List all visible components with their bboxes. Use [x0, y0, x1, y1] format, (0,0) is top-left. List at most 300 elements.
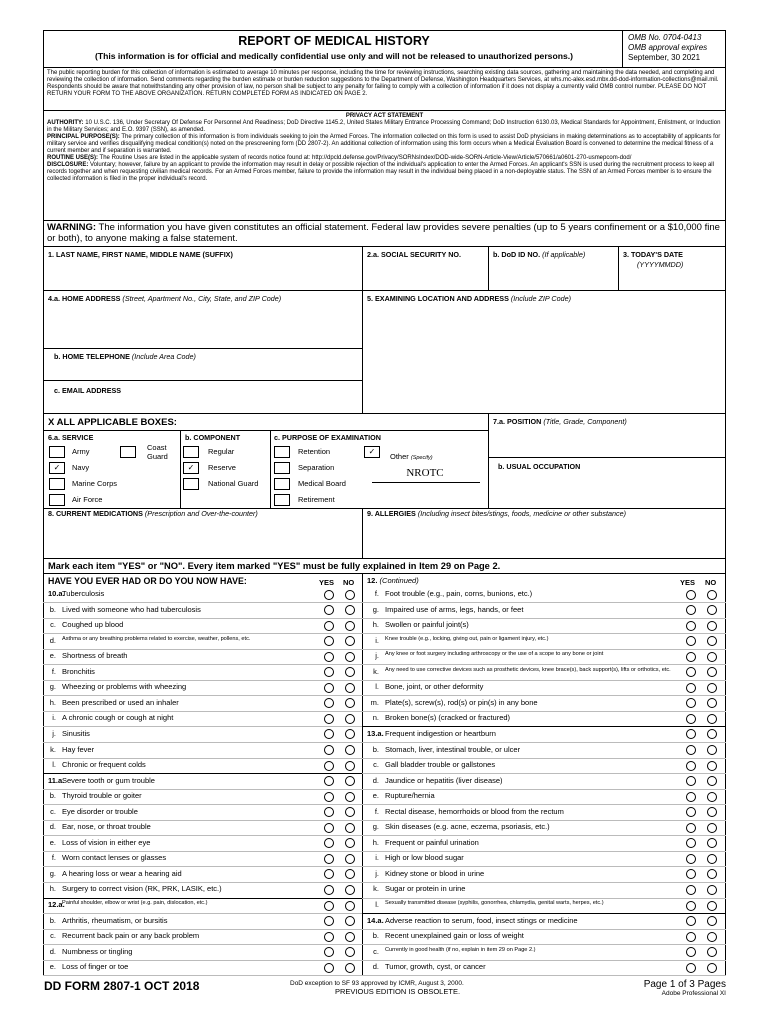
left-question-text: Loss of vision in either eye — [62, 837, 151, 847]
left-no-radio[interactable] — [345, 792, 355, 802]
right-row-divider — [362, 742, 726, 743]
right-no-radio[interactable] — [707, 652, 717, 662]
service-navy-checkbox[interactable]: ✓ — [49, 462, 65, 474]
right-question-row — [367, 791, 682, 801]
left-question-row — [48, 698, 320, 708]
right-no-radio[interactable] — [707, 885, 717, 895]
left-no-radio[interactable] — [345, 714, 355, 724]
left-yes-radio[interactable] — [324, 916, 334, 926]
right-question-text: Impaired use of arms, legs, hands, or feet — [385, 604, 524, 614]
field-6c-label: c. PURPOSE OF EXAMINATION — [274, 433, 381, 442]
right-question-text: Skin diseases (e.g. acne, eczema, psoriasis, etc.) — [385, 822, 550, 832]
left-question-row — [48, 838, 320, 848]
left-question-row — [48, 745, 320, 755]
left-no-radio[interactable] — [345, 652, 355, 662]
left-question-number: f. — [51, 853, 56, 863]
left-question-row — [48, 822, 320, 832]
left-row-divider — [43, 960, 363, 961]
left-question-row — [48, 962, 320, 972]
left-no-radio[interactable] — [345, 963, 355, 973]
left-question-row — [48, 884, 320, 894]
field-1-label: 1. LAST NAME, FIRST NAME, MIDDLE NAME (SUFFIX) — [48, 250, 233, 259]
form-subtitle: (This information is for official and medically confidential use only and will not be released to unauthorized persons.) — [95, 51, 573, 61]
component-regular-label: Regular — [208, 447, 235, 456]
right-yes-radio[interactable] — [686, 932, 696, 942]
left-row-divider — [43, 742, 363, 743]
service-marines-checkbox[interactable] — [49, 478, 65, 490]
field-7a-label: 7.a. POSITION (Title, Grade, Component) — [493, 417, 627, 426]
left-question-row — [48, 916, 320, 926]
privacy-statement: AUTHORITY: 10 U.S.C. 136, Under Secretary Of Defense For Personnel And Readiness; DoD Directive 1145.2, United States Military Entrance Processing Command; DoD Instruction 6130.03, Medical Standards for Appointment, Enlistment, or Induction in the Military Services; and E.O. 9397 (SSN), as amended. PRINCIPAL PURPOSE(S): The primary collection of this information is from individuals seeking to join the Armed Forces. The information collected on this form is used to assist DoD physicians in making determinations as to acceptability of applicants for military service and verifies disqualifying medical condition(s) noted on the prescreening form (DD 2807-2). An additional collection of information using this form occurs when a Medical Evaluation Board is convened to determine the medical fitness of a current member and if separation is warranted. ROUTINE USE(S): The Routine Uses are listed in the applicable system of records notice found at: http://dpcld.defense.gov/Privacy/SORNsIndex/DOD-wide-SORN-Article-View/Article/570661/a0601-270-usmepcom-dod/ DISCLOSURE: Voluntary; however, failure by an applicant to provide the information may result in delay or possible rejection of the individual's application to enter the Armed Forces. An applicant's SSN is used during the recruitment process to keep all records together and when requesting civilian medical records. For an Armed Forces member, failure to provide the information may result in the individual being placed in a non-deployable status. The SSN of an Armed Forces member is to ensure the collected information is filed in the proper individual's record. — [47, 120, 721, 182]
left-question-number: b. — [49, 604, 56, 614]
right-question-text: Stomach, liver, intestinal trouble, or ulcer — [385, 744, 521, 754]
left-row-divider — [43, 835, 363, 836]
right-no-radio[interactable] — [707, 916, 717, 926]
footer-adobe: Adobe Professional XI — [661, 990, 726, 997]
right-question-row — [367, 947, 682, 957]
left-question-text: Wheezing or problems with wheezing — [62, 682, 187, 692]
service-airforce-checkbox[interactable] — [49, 494, 65, 506]
left-row-divider — [43, 882, 363, 883]
left-question-number: d. — [49, 822, 56, 832]
right-question-number: j. — [375, 868, 379, 878]
right-question-row — [367, 884, 682, 894]
omb-date: September, 30 2021 — [628, 53, 701, 62]
right-row-divider — [362, 929, 726, 930]
left-no-radio[interactable] — [345, 932, 355, 942]
right-question-number: d. — [372, 775, 379, 785]
omb-approval: OMB approval expires — [628, 43, 708, 52]
right-question-number: g. — [372, 822, 379, 832]
mark-instructions: Mark each item "YES" or "NO". Every item marked "YES" must be fully explained in Item 29 on Page 2. — [48, 561, 501, 571]
right-question-text: Foot trouble (e.g., pain, corns, bunions, etc.) — [385, 589, 533, 598]
left-row-divider — [43, 820, 363, 821]
left-question-row — [48, 667, 320, 677]
right-no-radio[interactable] — [707, 683, 717, 693]
other-specify-value[interactable]: NROTC — [406, 467, 444, 479]
left-question-text: Coughed up blood — [62, 620, 124, 630]
purpose-medical-board-checkbox[interactable] — [274, 478, 290, 490]
left-yes-radio[interactable] — [324, 963, 334, 973]
left-question-number: h. — [49, 697, 56, 707]
service-airforce-label: Air Force — [72, 495, 103, 504]
left-question-text: Surgery to correct vision (RK, PRK, LASIK, etc.) — [62, 884, 222, 894]
left-question-row — [48, 636, 320, 646]
left-yes-radio[interactable] — [324, 683, 334, 693]
right-question-row — [367, 822, 682, 832]
left-yes-radio[interactable] — [324, 792, 334, 802]
field-8-label: 8. CURRENT MEDICATIONS (Prescription and Over-the-counter) — [48, 509, 258, 518]
right-question-text: Rectal disease, hemorrhoids or blood from the rectum — [385, 806, 564, 816]
right-question-row — [367, 620, 682, 630]
right-row-divider — [362, 680, 726, 681]
left-row-divider — [43, 758, 363, 759]
right-row-divider — [362, 960, 726, 961]
right-no-header: NO — [705, 578, 717, 587]
left-question-row — [48, 869, 320, 879]
left-yes-radio[interactable] — [324, 714, 334, 724]
left-no-radio[interactable] — [345, 683, 355, 693]
right-question-row — [367, 760, 682, 770]
right-row-divider — [362, 882, 726, 883]
right-question-number: g. — [372, 604, 379, 614]
right-yes-radio[interactable] — [686, 823, 696, 833]
right-no-radio[interactable] — [707, 605, 717, 615]
left-yes-radio[interactable] — [324, 605, 334, 615]
privacy-title: PRIVACY ACT STATEMENT — [345, 113, 424, 119]
right-question-row — [367, 962, 682, 972]
left-yes-radio[interactable] — [324, 590, 334, 600]
left-yes-radio[interactable] — [324, 621, 334, 631]
burden-statement: The public reporting burden for this collection of information is estimated to average 10 minutes per response, including the time for reviewing instructions, searching existing data sources, gathering and maintaining the data needed, and completing and reviewing the collection of information. Send comments regarding the burden estimate or burden reduction suggestions to the Department of Defense, Washington Headquarters Services, at whs.mc-alex.esd.mbx.dd-dod-information-collections@mail.mil. Respondents should be aware that notwithstanding any other provision of law, no person shall be subject to any penalty for failing to comply with a collection of information if it does not display a currently valid OMB control number. PLEASE DO NOT RETURN YOUR FORM TO THE ABOVE ORGANIZATION. RETURN COMPLETED FORM AS INDICATED ON PAGE 2. — [47, 70, 719, 97]
left-question-text: Bronchitis — [62, 666, 95, 676]
left-row-divider — [43, 602, 363, 603]
left-question-text: Been prescribed or used an inhaler — [62, 697, 179, 707]
right-no-radio[interactable] — [707, 963, 717, 973]
right-question-row — [367, 667, 682, 677]
left-question-number: g. — [49, 868, 56, 878]
left-yes-radio[interactable] — [324, 854, 334, 864]
right-row-divider — [362, 758, 726, 759]
right-question-text: Currently in good health (if no, explain in item 29 on Page 2.) — [385, 946, 536, 953]
right-question-text: Gall bladder trouble or gallstones — [385, 760, 496, 770]
left-question-row — [48, 760, 320, 770]
right-row-divider — [362, 602, 726, 603]
omb-number: OMB No. 0704-0413 — [628, 33, 702, 42]
left-yes-radio[interactable] — [324, 885, 334, 895]
right-question-text: Plate(s), screw(s), rod(s) or pin(s) in any bone — [385, 697, 538, 707]
left-yes-radio[interactable] — [324, 932, 334, 942]
left-head: HAVE YOU EVER HAD OR DO YOU NOW HAVE: — [48, 576, 247, 586]
right-row-divider — [362, 898, 726, 899]
right-row-divider — [362, 944, 726, 945]
left-question-number: f. — [51, 666, 56, 676]
left-yes-radio[interactable] — [324, 652, 334, 662]
left-question-number: k. — [50, 744, 56, 754]
right-no-radio[interactable] — [707, 823, 717, 833]
left-row-divider — [43, 664, 363, 665]
left-question-text: Eye disorder or trouble — [62, 806, 138, 816]
left-question-number: d. — [49, 946, 56, 956]
left-row-divider — [43, 680, 363, 681]
right-row-divider — [362, 866, 726, 867]
right-question-number: i. — [375, 853, 379, 863]
right-no-radio[interactable] — [707, 901, 717, 911]
left-row-divider — [43, 789, 363, 790]
left-question-number: c. — [50, 620, 56, 630]
right-question-text: Frequent indigestion or heartburn — [385, 728, 496, 738]
service-army-label: Army — [72, 447, 90, 456]
left-question-number: c. — [50, 806, 56, 816]
purpose-separation-label: Separation — [298, 463, 335, 472]
left-row-divider — [43, 618, 363, 619]
component-national-guard-label: National Guard — [208, 479, 259, 488]
left-row-divider — [43, 913, 363, 914]
right-no-radio[interactable] — [707, 745, 717, 755]
right-question-text: Sexually transmitted disease (syphilis, gonorrhea, chlamydia, genital warts, herpes, etc.) — [385, 900, 604, 906]
right-question-text: Tumor, growth, cyst, or cancer — [385, 962, 486, 972]
right-question-text: Swollen or painful joint(s) — [385, 620, 469, 630]
right-question-number: b. — [372, 744, 379, 754]
left-row-divider — [43, 944, 363, 945]
name-input[interactable] — [48, 262, 358, 286]
component-regular-checkbox[interactable] — [183, 446, 199, 458]
right-question-row — [367, 713, 682, 723]
field-4c-label: c. EMAIL ADDRESS — [54, 386, 122, 395]
left-question-number: b. — [49, 791, 56, 801]
left-no-radio[interactable] — [345, 745, 355, 755]
purpose-retirement-checkbox[interactable] — [274, 494, 290, 506]
right-row-divider — [362, 618, 726, 619]
right-yes-radio[interactable] — [686, 652, 696, 662]
right-row-divider — [362, 664, 726, 665]
right-question-number: e. — [372, 791, 379, 801]
right-question-number: 14.a. — [367, 915, 384, 925]
left-question-row — [48, 713, 320, 723]
left-no-radio[interactable] — [345, 761, 355, 771]
right-question-text: Kidney stone or blood in urine — [385, 868, 485, 878]
left-question-number: h. — [49, 884, 56, 894]
right-row-divider — [362, 835, 726, 836]
right-question-text: Adverse reaction to serum, food, insect stings or medicine — [385, 915, 578, 925]
left-question-text: A chronic cough or cough at night — [62, 713, 174, 723]
service-navy-label: Navy — [72, 463, 90, 472]
left-row-divider — [43, 726, 363, 727]
left-no-radio[interactable] — [345, 854, 355, 864]
left-question-row — [48, 651, 320, 661]
footer-exception: DoD exception to SF 93 approved by ICMR, August 3, 2000. — [290, 980, 464, 987]
right-no-radio[interactable] — [707, 621, 717, 631]
left-question-number: e. — [49, 837, 56, 847]
purpose-other-label: Other (Specify) — [390, 452, 433, 461]
right-no-radio[interactable] — [707, 932, 717, 942]
right-yes-radio[interactable] — [686, 916, 696, 926]
left-row-divider — [43, 633, 363, 634]
right-yes-radio[interactable] — [686, 745, 696, 755]
left-question-row — [48, 620, 320, 630]
right-question-number: h. — [372, 837, 379, 847]
right-question-number: k. — [373, 666, 379, 676]
right-question-row — [367, 853, 682, 863]
left-no-radio[interactable] — [345, 885, 355, 895]
left-question-text: Sinusitis — [62, 728, 90, 738]
left-question-text: Hay fever — [62, 744, 95, 754]
x-all-label: X ALL APPLICABLE BOXES: — [48, 417, 177, 428]
field-6a-label: 6.a. SERVICE — [48, 433, 94, 442]
right-question-row — [367, 636, 682, 646]
right-question-text: Bone, joint, or other deformity — [385, 682, 484, 692]
footer-previous-edition: PREVIOUS EDITION IS OBSOLETE. — [335, 987, 461, 996]
right-question-text: Any need to use corrective devices such as prosthetic devices, knee brace(s), back support(s), lifts or orthotics, etc. — [385, 666, 671, 673]
left-question-number: 11.a. — [48, 775, 65, 785]
left-row-divider — [43, 929, 363, 930]
field-6b-label: b. COMPONENT — [185, 433, 241, 442]
right-yes-radio[interactable] — [686, 761, 696, 771]
left-question-text: Loss of finger or toe — [62, 962, 129, 972]
left-question-text: Arthritis, rheumatism, or bursitis — [62, 915, 168, 925]
left-question-number: j. — [52, 728, 56, 738]
form-title: REPORT OF MEDICAL HISTORY — [238, 34, 430, 48]
right-head: 12. (Continued) — [367, 576, 419, 585]
field-2b-label: b. DoD ID NO. (If applicable) — [493, 250, 586, 259]
field-3-label: 3. TODAY'S DATE — [623, 250, 683, 259]
service-marines-label: Marine Corps — [72, 479, 118, 488]
right-yes-radio[interactable] — [686, 963, 696, 973]
left-question-number: 12.a. — [48, 900, 65, 909]
left-row-divider — [43, 898, 363, 899]
right-question-text: Knee trouble (e.g., locking, giving out, pain or ligament injury, etc.) — [385, 635, 549, 642]
left-yes-radio[interactable] — [324, 823, 334, 833]
right-question-number: h. — [372, 620, 379, 630]
right-question-text: Jaundice or hepatitis (liver disease) — [385, 775, 503, 785]
right-yes-radio[interactable] — [686, 854, 696, 864]
left-no-radio[interactable] — [345, 916, 355, 926]
warning: WARNING: The information you have given constitutes an official statement. Federal law provides severe penalties (up to 5 years confinement or a $10,000 fine or both), to anyone making a false statement. — [47, 222, 720, 244]
left-question-text: Chronic or frequent colds — [62, 760, 146, 770]
right-question-row — [367, 900, 682, 910]
right-question-number: b. — [372, 931, 379, 941]
right-question-number: l. — [375, 682, 379, 692]
right-question-text: Rupture/hernia — [385, 791, 435, 801]
left-no-radio[interactable] — [345, 823, 355, 833]
right-row-divider — [362, 695, 726, 696]
right-question-number: i. — [375, 635, 379, 645]
right-yes-radio[interactable] — [686, 901, 696, 911]
left-row-divider — [43, 711, 363, 712]
right-row-divider — [362, 711, 726, 712]
right-question-number: k. — [373, 884, 379, 894]
right-question-text: Broken bone(s) (cracked or fractured) — [385, 713, 511, 723]
right-question-text: Frequent or painful urination — [385, 837, 479, 847]
left-question-number: e. — [49, 962, 56, 972]
service-coastguard-checkbox[interactable] — [120, 446, 136, 458]
right-no-radio[interactable] — [707, 761, 717, 771]
right-question-row — [367, 651, 682, 661]
left-question-number: d. — [49, 635, 56, 645]
left-no-radio[interactable] — [345, 901, 355, 911]
purpose-retirement-label: Retirement — [298, 495, 335, 504]
right-question-row — [367, 916, 682, 926]
right-no-radio[interactable] — [707, 714, 717, 724]
right-row-divider — [362, 804, 726, 805]
right-question-text: Any knee or foot surgery including arthroscopy or the use of a scope to any bone or joint — [385, 651, 604, 658]
left-no-radio[interactable] — [345, 605, 355, 615]
left-row-divider — [43, 804, 363, 805]
right-question-row — [367, 729, 682, 739]
component-reserve-checkbox[interactable]: ✓ — [183, 462, 199, 474]
left-question-row — [48, 853, 320, 863]
right-yes-radio[interactable] — [686, 590, 696, 600]
right-row-divider — [362, 789, 726, 790]
left-question-text: Numbness or tingling — [62, 946, 133, 956]
right-question-number: n. — [372, 713, 379, 723]
left-question-row — [48, 900, 320, 910]
left-question-row — [48, 807, 320, 817]
left-question-number: e. — [49, 651, 56, 661]
right-question-number: j. — [375, 651, 379, 661]
right-no-radio[interactable] — [707, 590, 717, 600]
left-row-divider — [43, 695, 363, 696]
left-question-text: Ear, nose, or throat trouble — [62, 822, 151, 832]
left-question-number: g. — [49, 682, 56, 692]
left-question-text: Thyroid trouble or goiter — [62, 791, 142, 801]
right-question-number: c. — [373, 946, 379, 956]
field-9-label: 9. ALLERGIES (Including insect bites/stings, foods, medicine or other substance) — [367, 509, 627, 518]
right-row-divider — [362, 649, 726, 650]
right-yes-radio[interactable] — [686, 885, 696, 895]
purpose-other-checkbox[interactable]: ✓ — [364, 446, 380, 458]
right-no-radio[interactable] — [707, 792, 717, 802]
left-yes-radio[interactable] — [324, 761, 334, 771]
left-yes-radio[interactable] — [324, 745, 334, 755]
right-yes-radio[interactable] — [686, 605, 696, 615]
service-army-checkbox[interactable] — [49, 446, 65, 458]
left-question-number: b. — [49, 915, 56, 925]
component-national-guard-checkbox[interactable] — [183, 478, 199, 490]
right-question-number: c. — [373, 760, 379, 770]
right-question-row — [367, 698, 682, 708]
left-no-radio[interactable] — [345, 621, 355, 631]
right-row-divider — [362, 975, 726, 976]
footer-page: Page 1 of 3 Pages — [643, 979, 726, 990]
left-question-row — [48, 947, 320, 957]
right-no-radio[interactable] — [707, 854, 717, 864]
field-4a-label: 4.a. HOME ADDRESS (Street, Apartment No., City, State, and ZIP Code) — [48, 294, 282, 303]
left-question-row — [48, 589, 320, 599]
purpose-separation-checkbox[interactable] — [274, 462, 290, 474]
right-question-number: m. — [370, 697, 379, 707]
service-coastguard-label: Coast Guard — [147, 443, 168, 461]
right-question-row — [367, 776, 682, 786]
component-reserve-label: Reserve — [208, 463, 236, 472]
right-question-row — [367, 869, 682, 879]
right-row-divider — [362, 913, 726, 914]
right-row-divider — [362, 773, 726, 774]
left-yes-header: YES — [319, 578, 335, 587]
right-question-row — [367, 589, 682, 599]
left-question-row — [48, 729, 320, 739]
left-no-radio[interactable] — [345, 590, 355, 600]
left-question-text: Recurrent back pain or any back problem — [62, 931, 200, 941]
purpose-retention-checkbox[interactable] — [274, 446, 290, 458]
left-question-text: Asthma or any breathing problems related to exercise, weather, pollens, etc. — [62, 635, 251, 642]
right-yes-radio[interactable] — [686, 714, 696, 724]
right-yes-radio[interactable] — [686, 792, 696, 802]
right-question-row — [367, 807, 682, 817]
right-question-row — [367, 931, 682, 941]
left-question-text: Painful shoulder, elbow or wrist (e.g. pain, dislocation, etc.) — [62, 900, 208, 906]
left-row-divider — [43, 649, 363, 650]
right-question-text: High or low blood sugar — [385, 853, 464, 863]
right-row-divider — [362, 726, 726, 727]
right-row-divider — [362, 633, 726, 634]
left-question-row — [48, 931, 320, 941]
right-yes-radio[interactable] — [686, 621, 696, 631]
right-question-row — [367, 605, 682, 615]
right-question-row — [367, 745, 682, 755]
left-yes-radio[interactable] — [324, 901, 334, 911]
purpose-retention-label: Retention — [298, 447, 331, 456]
right-yes-header: YES — [680, 578, 696, 587]
left-row-divider — [43, 851, 363, 852]
right-question-row — [367, 682, 682, 692]
right-yes-radio[interactable] — [686, 683, 696, 693]
field-2a-label: 2.a. SOCIAL SECURITY NO. — [367, 250, 461, 259]
right-question-text: Recent unexplained gain or loss of weight — [385, 931, 524, 941]
right-question-number: f. — [374, 589, 379, 598]
left-row-divider — [43, 866, 363, 867]
left-question-row — [48, 776, 320, 786]
